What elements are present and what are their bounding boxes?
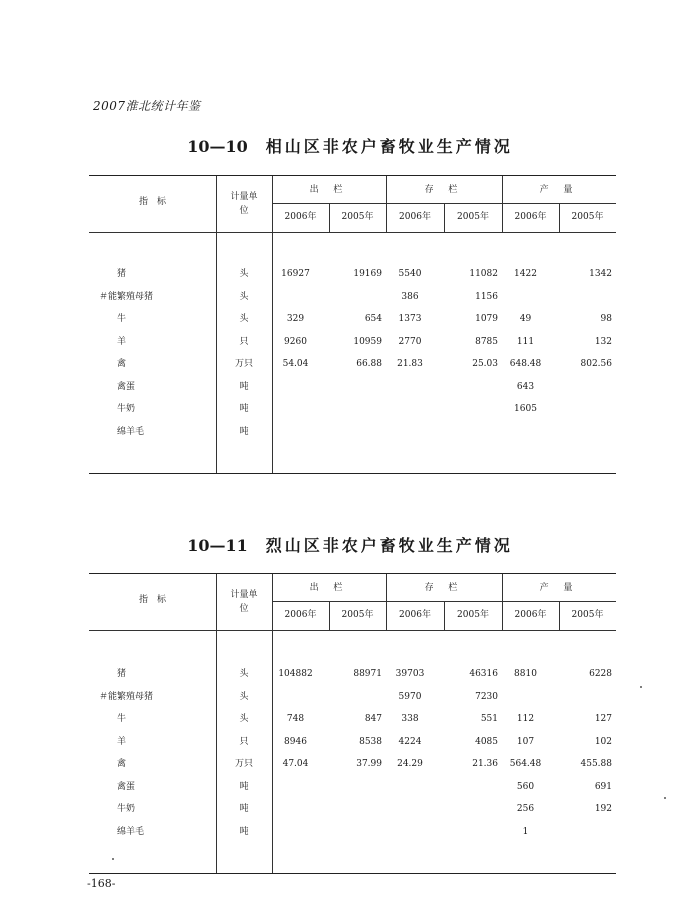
table-row-label: 禽 [117,359,127,369]
table-cell: 132 [594,336,612,347]
table-number: 10—10 [187,137,248,156]
table-cell: 98 [600,314,612,324]
table-cell: 11082 [469,269,498,279]
table-cell: 1373 [398,314,422,324]
table-cell: 39703 [395,669,425,679]
table-cell: 104882 [278,669,313,679]
header-group: 出 栏 [309,583,349,593]
header-year: 2006年 [399,610,431,620]
table-cell: 16927 [281,269,310,279]
header-rule [272,203,616,204]
table-row-unit: 万只 [234,759,253,769]
table-cell: 107 [516,736,535,747]
table-cell: 386 [401,291,419,302]
livestock-table-lieshan [89,573,616,874]
header-year: 2005年 [571,610,604,620]
table-cell: 47.04 [282,759,309,769]
table-cell: 5540 [398,269,422,279]
table-row-unit: 头 [239,269,249,279]
table-cell: 19169 [353,269,382,279]
table-cell: 2770 [398,336,422,347]
header-indicator: 指 标 [138,595,166,605]
header-group: 出 栏 [309,185,349,195]
header-year: 2006年 [514,212,547,222]
header-rule [89,630,616,631]
table-title-1 [0,134,700,157]
table-cell: 748 [286,714,305,724]
table-cell: 25.03 [472,359,498,369]
table-cell: 66.88 [356,359,382,369]
header-rule [272,601,616,602]
table-row-label: 绵羊毛 [117,426,145,437]
table-cell: 7230 [475,691,498,702]
table-number: 10—11 [187,536,248,555]
table-row-label: 牛 [117,714,127,724]
table-cell: 46316 [469,669,498,679]
table-row-unit: 头 [239,291,249,302]
table-row-label: 猪 [117,269,127,279]
table-row-label: 猪 [117,669,127,679]
header-year: 2005年 [341,212,374,222]
table-row-label: 绵羊毛 [117,826,145,837]
table-title-text: 烈山区非农户畜牧业生产情况 [265,536,513,555]
table-cell: 102 [594,736,612,747]
table-cell: 8785 [475,336,498,347]
table-row-unit: 头 [239,691,249,702]
table-cell: 802.56 [580,359,612,369]
table-cell: 643 [516,381,535,392]
table-row-unit: 只 [239,736,249,747]
header-year: 2005年 [457,610,489,620]
table-cell: 847 [364,714,382,724]
table-cell: 648.48 [509,359,542,369]
table-row-unit: 吨 [239,781,249,792]
table-cell: 6228 [589,669,612,679]
header-unit: 计量单位 [230,590,258,614]
table-cell: 1156 [475,291,498,302]
table-cell: 111 [516,336,535,347]
table-cell: 192 [594,804,612,814]
header-group: 产 量 [539,583,579,593]
table-cell: 54.04 [282,359,309,369]
header-rule [89,232,616,233]
table-cell: 9260 [284,336,307,347]
table-row-label: 禽蛋 [117,381,136,392]
table-cell: 8810 [514,669,537,679]
table-row-unit: 吨 [239,826,249,837]
table-row-unit: 吨 [239,404,249,414]
header-year: 2006年 [514,610,547,620]
table-cell: 564.48 [509,759,542,769]
table-row-label: 牛 [117,314,127,324]
table-cell: 49 [519,314,532,324]
header-indicator: 指 标 [138,197,166,207]
table-row-unit: 万只 [234,359,253,369]
table-row-label: 羊 [117,736,127,747]
running-header: 2007淮北统计年鉴 [93,99,201,113]
header-group: 产 量 [539,185,579,195]
table-row-label: ＃能繁殖母猪 [99,291,154,302]
table-cell: 24.29 [397,759,423,769]
scan-speck [664,797,666,799]
table-cell: 455.88 [580,759,612,769]
table-row-label: 羊 [117,336,127,347]
table-cell: 112 [516,714,535,724]
table-cell: 8538 [359,736,382,747]
table-row-unit: 头 [239,669,249,679]
table-cell: 4085 [475,736,498,747]
table-cell: 338 [401,714,419,724]
table-title-text: 相山区非农户畜牧业生产情况 [265,137,513,156]
table-cell: 1422 [514,269,537,279]
header-group: 存 栏 [424,185,464,195]
header-year: 2006年 [284,212,317,222]
table-cell: 21.83 [397,359,423,369]
table-cell: 1079 [475,314,498,324]
table-cell: 8946 [284,736,307,747]
table-cell: 10959 [353,336,382,347]
livestock-table-xiangshan [89,175,616,474]
table-cell: 256 [516,804,535,814]
table-title-2 [0,533,700,556]
table-row-label: 牛奶 [117,404,136,414]
table-cell: 21.36 [472,759,498,769]
table-cell: 1342 [589,269,612,279]
table-cell: 88971 [353,669,382,679]
table-cell: 127 [594,714,612,724]
table-cell: 654 [364,314,382,324]
table-row-label: 牛奶 [117,804,136,814]
table-cell: 691 [594,781,612,792]
table-cell: 37.99 [356,759,382,769]
table-row-label: 禽蛋 [117,781,136,792]
page-number: -168- [87,877,116,890]
header-year: 2005年 [571,212,604,222]
header-year: 2005年 [457,212,489,222]
table-cell: 4224 [398,736,422,747]
header-year: 2006年 [399,212,431,222]
table-row-unit: 吨 [239,381,249,392]
table-cell: 1605 [514,404,537,414]
table-cell: 329 [286,314,305,324]
table-row-unit: 只 [239,336,249,347]
scan-speck [640,686,642,688]
scan-speck [112,858,114,860]
table-row-label: ＃能繁殖母猪 [99,691,154,702]
table-row-label: 禽 [117,759,127,769]
table-row-unit: 吨 [239,426,249,437]
table-row-unit: 头 [239,314,249,324]
table-cell: 1 [522,826,529,837]
table-cell: 560 [516,781,535,792]
header-group: 存 栏 [424,583,464,593]
header-year: 2005年 [341,610,374,620]
table-cell: 5970 [398,691,422,702]
header-unit: 计量单位 [230,192,258,216]
table-cell: 551 [480,714,498,724]
table-row-unit: 头 [239,714,249,724]
header-year: 2006年 [284,610,317,620]
table-row-unit: 吨 [239,804,249,814]
